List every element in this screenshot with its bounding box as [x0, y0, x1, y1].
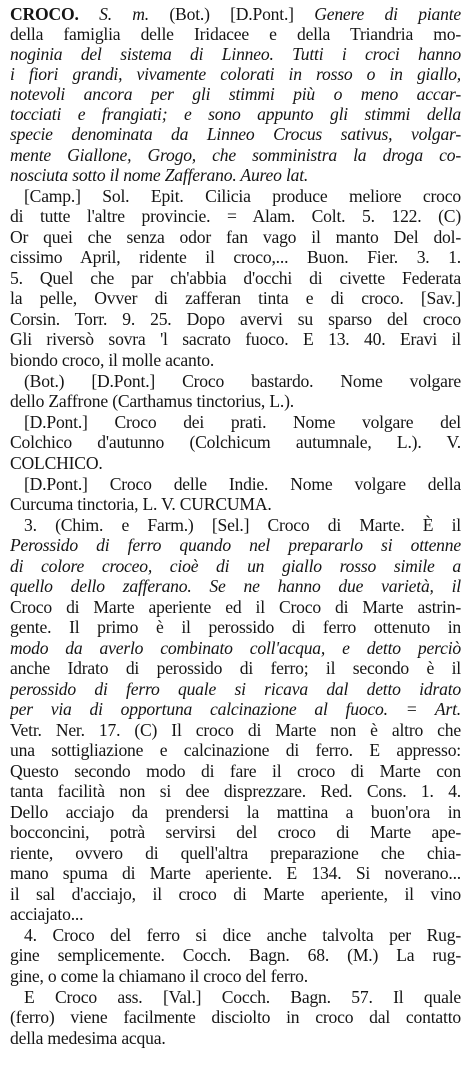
text-line: specie denominata da Linneo Crocus sativus, volgar-: [10, 124, 461, 144]
text-line: bocconcini, potrà servirsi del croco di Marte ape-: [10, 822, 461, 842]
text-line: Colchico d'autunno (Colchicum autumnale, L.). V.: [10, 432, 461, 452]
text-line: i fiori grandi, vivamente colorati in rosso o in giallo,: [10, 64, 461, 84]
text-line: gine semplicemente. Cocch. Bagn. 68. (M.) La rug-: [10, 945, 461, 965]
text-line: gine, o come la chiamano il croco del ferro.: [10, 966, 308, 986]
text-line: gente. Il primo è il perossido di ferro ottenuto in: [10, 617, 461, 637]
text-line: quello dello zafferano. Se ne hanno due varietà, il: [10, 576, 461, 596]
text-line: E Croco ass. [Val.] Cocch. Bagn. 57. Il quale: [24, 987, 461, 1007]
text-line: la pelle, Ovver di zafferan tinta e di croco. [Sav.]: [10, 288, 461, 308]
headword: CROCO.: [10, 4, 79, 24]
text-line: Perossido di ferro quando nel prepararlo si ottenne: [10, 535, 461, 555]
text-line: acciajato...: [10, 904, 84, 924]
text-line: [Camp.] Sol. Epit. Cilicia produce meliore croco: [24, 186, 461, 206]
text-line: il sal d'acciajo, il croco di Marte aperiente, il vino: [10, 884, 461, 904]
text-line: Vetr. Ner. 17. (C) Il croco di Marte non è altro che: [10, 720, 461, 740]
text-line: 5. Quel che par ch'abbia d'occhi di civette Federata: [10, 268, 461, 288]
text-line: Or quei che senza odor fan vago il manto Del dol-: [10, 227, 461, 247]
text-line: mano spuma di Marte aperiente. E 134. Si noverano...: [10, 863, 461, 883]
text-line: notevoli ancora per gli stimmi più o meno accar-: [10, 84, 461, 104]
text-line: Croco di Marte aperiente ed il Croco di Marte astrin-: [10, 597, 461, 617]
text-line: riente, ovvero di quell'altra preparazione che chia-: [10, 843, 461, 863]
text-line: [D.Pont.] Croco delle Indie. Nome volgare della: [24, 474, 461, 494]
text-line: [D.Pont.] Croco dei prati. Nome volgare del: [24, 412, 461, 432]
text-line: noginia del sistema di Linneo. Tutti i croci hanno: [10, 44, 461, 64]
text-line: biondo croco, il molle acanto.: [10, 350, 215, 370]
text-line: di tutte l'altre provincie. = Alam. Colt. 5. 122. (C): [10, 206, 461, 226]
text-line: per via di opportuna calcinazione al fuoco. = Art.: [10, 699, 461, 719]
text-line: cissimo April, ridente il croco,... Buon. Fier. 3. 1.: [10, 247, 461, 267]
text-line: Corsin. Torr. 9. 25. Dopo avervi su sparso del croco: [10, 309, 461, 329]
text-line: nosciuta sotto il nome Zafferano. Aureo lat.: [10, 165, 309, 185]
text-line: della famiglia delle Iridacee e della Triandria mo-: [10, 24, 461, 44]
text-line: (ferro) viene facilmente disciolto in croco dal contatto: [10, 1007, 461, 1027]
text-line: Dello acciajo da prendersi la mattina a buon'ora in: [10, 802, 461, 822]
text-line: della medesima acqua.: [10, 1028, 166, 1048]
text-line: dello Zaffrone (Carthamus tinctorius, L.).: [10, 391, 294, 411]
text-line: tocciati e frangiati; e sono appunto gli stimmi della: [10, 104, 461, 124]
text-line: Questo secondo modo di fare il croco di Marte con: [10, 761, 461, 781]
text-line: COLCHICO.: [10, 453, 103, 473]
text-line: Gli riversò sovra 'l sacrato fuoco. E 13. 40. Eravi il: [10, 329, 461, 349]
text-line: CROCO. S. m. (Bot.) [D.Pont.] Genere di piante: [10, 4, 461, 24]
text-line: Curcuma tinctoria, L. V. CURCUMA.: [10, 494, 272, 514]
text-line: di colore croceo, cioè di un giallo rosso simile a: [10, 556, 461, 576]
text-line: una sottigliazione e calcinazione di ferro. E appresso:: [10, 740, 461, 760]
text-line: mente Giallone, Grogo, che somministra la droga co-: [10, 145, 461, 165]
text-line: (Bot.) [D.Pont.] Croco bastardo. Nome volgare: [24, 371, 461, 391]
text-line: 3. (Chim. e Farm.) [Sel.] Croco di Marte. È il: [24, 515, 461, 535]
text-line: 4. Croco del ferro si dice anche talvolta per Rug-: [24, 925, 461, 945]
text-line: perossido di ferro quale si ricava dal detto idrato: [10, 679, 461, 699]
text-line: modo da averlo combinato coll'acqua, e detto perciò: [10, 638, 461, 658]
text-line: tanta facilità non si dee disprezzare. Red. Cons. 1. 4.: [10, 781, 461, 801]
text-line: anche Idrato di perossido di ferro; il secondo è il: [10, 658, 461, 678]
